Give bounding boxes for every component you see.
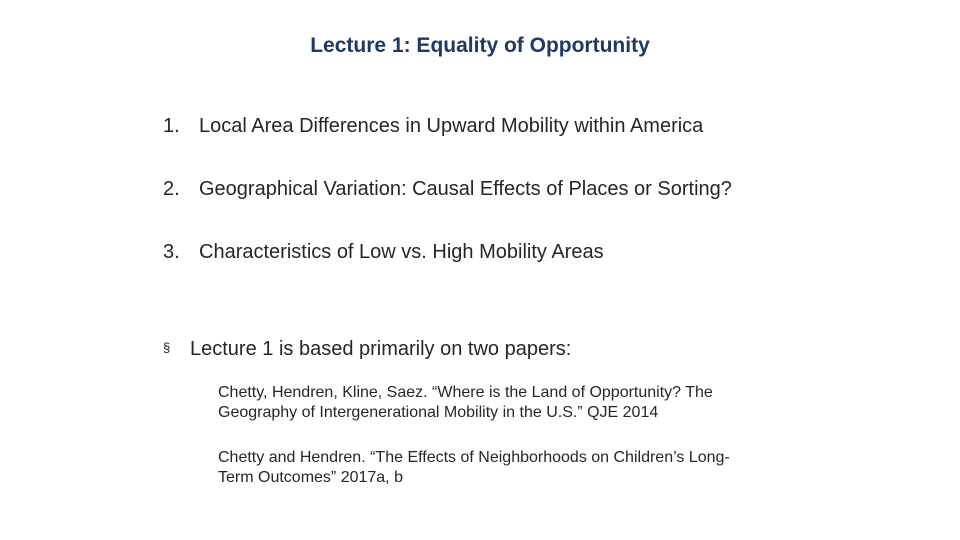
list-item-number: 3. (163, 241, 180, 263)
list-item-2 (163, 176, 732, 202)
list-item-text: Geographical Variation: Causal Effects of Places or Sorting? (199, 178, 732, 200)
slide-title: Lecture 1: Equality of Opportunity (310, 34, 650, 57)
reference-line: Term Outcomes” 2017a, b (218, 469, 403, 486)
reference-line: Geography of Intergenerational Mobility in the U.S.” QJE 2014 (218, 404, 659, 421)
bullet-item (163, 335, 571, 362)
list-item-text: Characteristics of Low vs. High Mobility Areas (199, 241, 604, 263)
list-item-3 (163, 239, 604, 265)
list-item-number: 2. (163, 178, 180, 200)
list-item-1 (163, 113, 703, 139)
reference-1 (218, 383, 818, 423)
reference-2 (218, 448, 818, 488)
list-item-number: 1. (163, 115, 180, 137)
reference-line: Chetty, Hendren, Kline, Saez. “Where is the Land of Opportunity? The (218, 384, 713, 401)
reference-line: Chetty and Hendren. “The Effects of Neighborhoods on Children’s Long- (218, 449, 730, 466)
list-item-text: Local Area Differences in Upward Mobility within America (199, 115, 704, 137)
bullet-icon: § (163, 340, 171, 355)
bullet-text: Lecture 1 is based primarily on two papers: (190, 338, 572, 360)
